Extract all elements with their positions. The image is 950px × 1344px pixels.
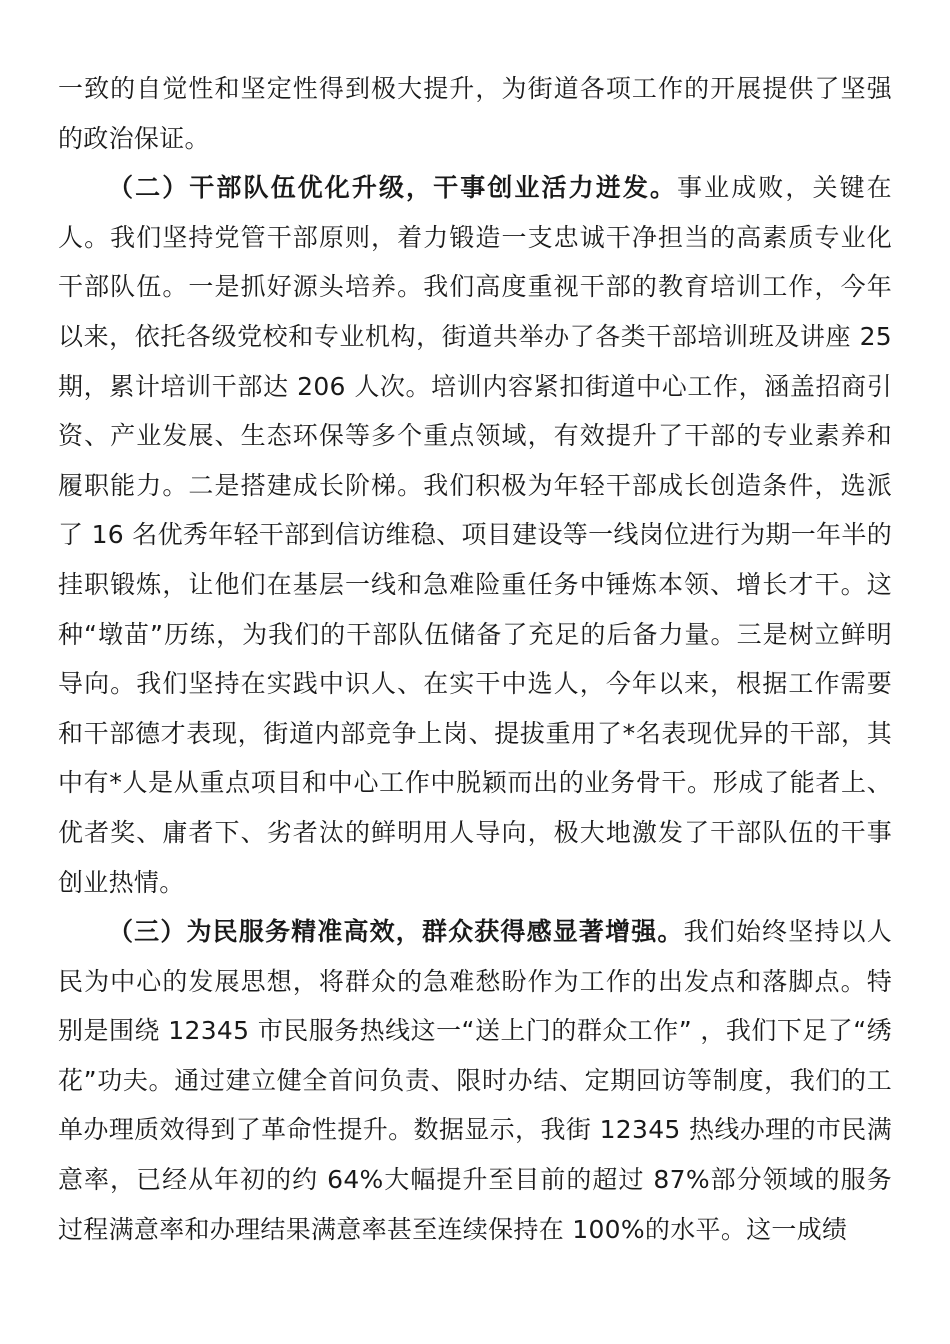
paragraph-3 [58,907,892,1254]
paragraph-2-body: 事业成败，关键在人。我们坚持党管干部原则，着力锻造一支忠诚干净担当的高素质专业化干部队伍。一是抓好源头培养。我们高度重视干部的教育培训工作，今年以来，依托各级党校和专业机构，街道共举办了各类干部培训班及讲座 25 期，累计培训干部达 206 人次。培训内容紧扣街道中心工作，涵盖招商引资、产业发展、生态环保等多个重点领域，有效提升了干部的专业素养和履职能力。二是搭建成长阶梯。我们积极为年轻干部成长创造条件，选派了 16 名优秀年轻干部到信访维稳、项目建设等一线岗位进行为期一年半的挂职锻炼，让他们在基层一线和急难险重任务中锤炼本领、增长才干。这种“墩苗”历练，为我们的干部队伍储备了充足的后备力量。三是树立鲜明导向。我们坚持在实践中识人、在实干中选人，今年以来，根据工作需要和干部德才表现，街道内部竞争上岗、提拔重用了*名表现优异的干部，其中有*人是从重点项目和中心工作中脱颖而出的业务骨干。形成了能者上、优者奖、庸者下、劣者汰的鲜明用人导向，极大地激发了干部队伍的干事创业热情。 [58,173,892,897]
document-body [58,64,892,1254]
paragraph-1 [58,64,892,163]
paragraph-2 [58,163,892,907]
paragraph-3-heading: （三）为民服务精准高效，群众获得感显著增强。 [108,917,684,947]
paragraph-3-body: 我们始终坚持以人民为中心的发展思想，将群众的急难愁盼作为工作的出发点和落脚点。特别是围绕 12345 市民服务热线这一“送上门的群众工作” ，我们下足了“绣花”功夫。通过建立健全首问负责、限时办结、定期回访等制度，我们的工单办理质效得到了革命性提升。数据显示，我街 12345 热线办理的市民满意率，已经从年初的约 64%大幅提升至目前的超过 87%部分领域的服务过程满意率和办理结果满意率甚至连续保持在 100%的水平。这一成绩 [58,917,892,1244]
paragraph-1-body: 一致的自觉性和坚定性得到极大提升，为街道各项工作的开展提供了坚强的政治保证。 [58,74,892,153]
paragraph-2-heading: （二）干部队伍优化升级，干事创业活力迸发。 [108,173,678,203]
